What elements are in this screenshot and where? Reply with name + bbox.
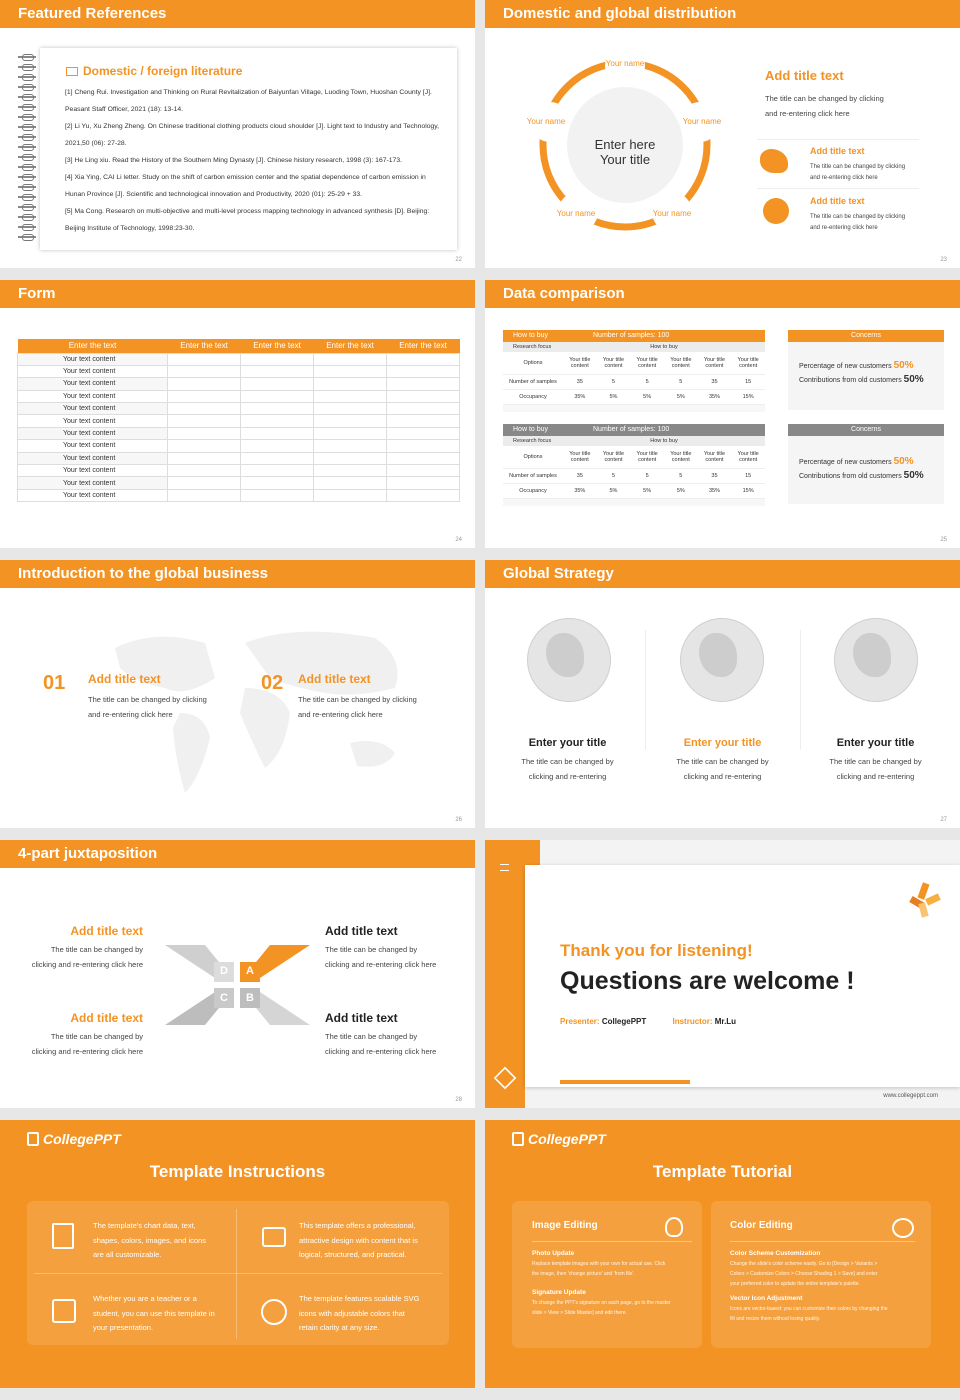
table-row [18,390,460,402]
table-cell[interactable]: Your title content [698,352,732,374]
new-customers-value: 50% [893,360,914,371]
table-cell[interactable]: 35% [563,389,597,404]
table-cell[interactable]: Your text content [18,403,168,415]
table-cell[interactable]: Your title content [731,352,765,374]
table-cell[interactable] [241,452,314,464]
table-cell[interactable] [241,427,314,439]
table-cell[interactable]: Your text content [18,365,168,377]
presenter-label: Presenter: [560,1017,600,1026]
table-cell[interactable]: Your text content [18,378,168,390]
reference-title: Domestic / foreign literature [83,64,243,78]
reference-line: [1] Cheng Rui. Investigation and Thinking on Rural Revitalization of Baiyunfan Village, Luoding Town, Huoshan County [J]. [65,89,432,96]
reference-list [40,84,439,237]
part-desc: The title can be changed by [325,1032,418,1041]
table-row [18,365,460,377]
instruction-text: This template offers a professional, [299,1221,416,1230]
distribution-desc: The title can be changed by clicking [765,94,884,103]
table-cell[interactable] [387,365,460,377]
reference-line: [2] Li Yu, Xu Zheng Zheng. On Chinese traditional clothing products cloud shoulder [J]. Light text to Industry and Technology, [65,123,440,130]
comparison-table-orange [503,330,765,412]
strategy-desc: clicking and re-entering [528,772,607,781]
table-cell[interactable]: 15 [731,374,765,389]
part-desc: The title can be changed by [325,945,418,954]
item-desc: The title can be changed by clicking [298,695,417,704]
part-title: Add title text [325,924,398,938]
concerns-card [788,330,944,410]
table-cell[interactable]: Your text content [18,427,168,439]
table-cell[interactable]: 35 [698,468,732,483]
table-row [18,452,460,464]
table-cell[interactable]: 35% [698,389,732,404]
reference-line: 2021,50 (06): 27-28. [65,140,127,147]
table-cell[interactable] [314,440,387,452]
document-icon [52,1223,74,1249]
table-cell[interactable] [168,477,241,489]
table-cell[interactable] [168,465,241,477]
part-desc: The title can be changed by [50,1032,143,1041]
tutorial-text: Icons are vector-based: you can customize their colors by changing the [730,1306,888,1312]
item-desc: and re-entering click here [298,710,383,719]
table-cell[interactable] [314,378,387,390]
table-cell[interactable] [314,477,387,489]
globe-icon [763,198,789,224]
item-number: 02 [261,672,284,694]
letter-b: B [246,992,254,1004]
globe-image [834,618,918,702]
table-header: Enter the text [18,339,168,353]
table-cell[interactable] [168,365,241,377]
page-number: 26 [455,817,462,823]
concerns-title: Concerns [788,424,944,436]
slide-header: Data comparison [485,280,960,308]
table-cell[interactable] [168,353,241,365]
table-cell[interactable]: 15% [731,389,765,404]
slide-header: Introduction to the global business [0,560,475,588]
collegeppt-logo-icon [512,1132,524,1146]
tutorial-title: Template Tutorial [652,1162,793,1181]
row-label: Occupancy [503,483,563,498]
color-editing-title: Color Editing [730,1220,793,1231]
table-header: How to buy [513,332,549,339]
tutorial-text: fill and resize them without losing quality. [730,1316,821,1322]
table-row [18,427,460,439]
strategy-desc: The title can be changed by [829,757,922,766]
palette-icon [892,1218,914,1238]
item-desc: The title can be changed by clicking [88,695,207,704]
table-cell[interactable] [314,427,387,439]
strategy-desc: clicking and re-entering [683,772,762,781]
table-cell[interactable] [387,353,460,365]
table-cell[interactable]: Your title content [664,352,698,374]
table-row [18,440,460,452]
table-cell[interactable] [241,365,314,377]
image-editing-title: Image Editing [532,1220,598,1231]
slide-global-strategy[interactable] [485,560,960,828]
table-cell[interactable]: Your text content [18,440,168,452]
table-cell[interactable]: 5 [664,468,698,483]
slide-template-instructions[interactable] [0,1120,475,1388]
table-cell[interactable] [314,365,387,377]
instruction-text: retain clarity at any size. [299,1323,380,1332]
part-desc: The title can be changed by [50,945,143,954]
table-cell[interactable]: Your title content [630,446,664,468]
item-desc: and re-entering click here [810,225,878,231]
slide-header: Featured References [0,0,475,28]
distribution-desc: and re-entering click here [765,109,850,118]
item-desc: The title can be changed by clicking [810,214,906,220]
table-cell[interactable] [168,489,241,501]
table-header: Enter the text [168,339,241,353]
slide-header: Global Strategy [485,560,960,588]
page-number: 23 [940,257,947,263]
item-title: Add title text [810,196,865,206]
table-cell[interactable] [314,452,387,464]
reference-line: [3] He Ling xiu. Read the History of the Southern Ming Dynasty [J]. Chinese history research, 1998 (3): 167-173. [65,157,402,164]
basketball-icon [261,1299,287,1325]
column-label: How to buy [650,438,678,444]
table-cell[interactable] [387,452,460,464]
presenter-icon [52,1299,76,1323]
letter-d: D [220,965,228,977]
table-cell[interactable] [168,415,241,427]
table-cell[interactable]: 35% [698,483,732,498]
reference-paper [40,48,457,250]
table-row [18,378,460,390]
table-cell[interactable] [314,415,387,427]
comparison-grid [503,352,765,405]
table-cell[interactable] [168,440,241,452]
node-label: Your name [682,117,722,126]
slide-template-tutorial[interactable] [485,1120,960,1388]
table-cell[interactable]: Your text content [18,465,168,477]
table-cell[interactable] [168,452,241,464]
column-label: How to buy [650,344,678,350]
table-cell[interactable]: Your title content [563,352,597,374]
table-cell[interactable]: Your text content [18,353,168,365]
table-row [18,489,460,501]
table-cell[interactable]: 5% [664,483,698,498]
table-cell[interactable]: 5 [630,468,664,483]
instructor-label: Instructor: [672,1017,713,1026]
table-cell[interactable]: 35 [698,374,732,389]
table-cell[interactable]: 35 [563,468,597,483]
table-cell[interactable]: 15% [731,483,765,498]
website-url[interactable]: www.collegeppt.com [883,1093,938,1099]
slide-four-part[interactable] [0,840,475,1108]
instruction-text: logical, structured, and practical. [299,1250,407,1259]
table-cell[interactable]: 35 [563,374,597,389]
table-header: Number of samples: 100 [593,332,670,339]
item-title: Add title text [810,146,865,156]
item-desc: The title can be changed by clicking [810,164,906,170]
table-cell[interactable]: Your title content [563,446,597,468]
globe-image [527,618,611,702]
part-title: Add title text [325,1011,398,1025]
table-cell[interactable] [387,403,460,415]
table-cell[interactable]: Your text content [18,415,168,427]
lightbulb-icon [665,1217,683,1237]
slide-thank-you[interactable] [485,840,960,1108]
table-cell[interactable]: 5% [597,483,631,498]
table-cell[interactable]: Your title content [597,352,631,374]
questions-text: Questions are welcome ! [560,967,855,995]
menu-icon[interactable] [500,864,509,871]
presenter-name: CollegePPT [601,1017,647,1026]
table-row [18,477,460,489]
table-cell[interactable] [387,440,460,452]
thanks-text: Thank you for listening! [560,941,753,960]
old-customers-value: 50% [903,374,924,385]
table-header: Number of samples: 100 [593,426,670,433]
instruction-text: Whether you are a teacher or a [93,1294,197,1303]
reference-line: Hunan Province [J]. Scientific and technological innovation and Productivity, 2020 (01): 25-29 + 33. [65,191,363,198]
table-cell[interactable] [241,403,314,415]
table-cell[interactable]: Your text content [18,390,168,402]
instruction-text: attractive design with content that is [299,1235,418,1245]
table-cell[interactable] [168,403,241,415]
letter-a: A [246,965,254,977]
tutorial-heading: Vector Icon Adjustment [730,1295,803,1302]
table-cell[interactable]: 5 [664,374,698,389]
box-icon [262,1227,286,1247]
new-customers-label: Percentage of new customers [799,459,892,466]
instruction-text: The template's chart data, text, [93,1221,196,1230]
part-desc: clicking and re-entering click here [325,960,437,969]
comparison-table-gray [503,424,765,506]
reference-line: [4] Xia Ying, CAI Li letter. Study on the shift of carbon emission center and the spatial dependence of carbon emission in [65,174,426,181]
table-cell[interactable] [314,489,387,501]
table-cell[interactable]: 5% [664,389,698,404]
slide-data-comparison[interactable] [485,280,960,548]
part-title: Add title text [70,924,143,938]
concerns-card [788,424,944,504]
reference-line: [5] Ma Cong. Research on multi-objective and multi-level process mapping technology in advanced synthesis [D]. Beijing: [65,208,430,215]
instruction-text: icons with adjustable colors that [299,1308,405,1318]
globe-image [680,618,764,702]
strategy-desc: The title can be changed by [521,757,614,766]
slide-global-business[interactable] [0,560,475,828]
collegeppt-logo-icon [27,1132,39,1146]
tutorial-text: slide > View > Slide Master] and edit there. [532,1310,627,1316]
item-desc: and re-entering click here [88,710,173,719]
table-cell[interactable]: Your title content [597,446,631,468]
new-customers-label: Percentage of new customers [799,363,892,370]
item-title: Add title text [88,672,161,686]
table-cell[interactable] [241,353,314,365]
table-cell[interactable]: 5 [597,468,631,483]
slide-header: Form [0,280,475,308]
reference-line: Peasant Staff Officer, 2021 (18): 13-14. [65,106,184,113]
row-label: Options [503,446,563,468]
book-icon [66,67,78,76]
slide-distribution[interactable] [485,0,960,268]
table-cell[interactable] [314,353,387,365]
table-cell[interactable]: 35% [563,483,597,498]
old-customers-value: 50% [903,470,924,481]
slide-header: Domestic and global distribution [485,0,960,28]
tutorial-text: the image, then 'change picture' and 'from file'. [532,1271,635,1277]
node-label: Your name [652,209,692,218]
reference-line: Beijing Institute of Technology, 1998:23-30. [65,225,195,232]
tutorial-heading: Signature Update [532,1289,586,1296]
table-cell[interactable]: Your text content [18,477,168,489]
table-header: How to buy [513,426,549,433]
page-number: 27 [940,817,947,823]
table-cell[interactable] [387,378,460,390]
tutorial-heading: Photo Update [532,1250,575,1257]
table-header: Enter the text [387,339,460,353]
table-cell[interactable]: Your title content [664,446,698,468]
table-cell[interactable]: 5 [630,374,664,389]
part-desc: clicking and re-entering click here [325,1047,437,1056]
table-cell[interactable] [387,465,460,477]
strategy-title: Enter your title [528,737,607,749]
table-cell[interactable] [241,440,314,452]
instruction-text: shapes, colors, images, and icons [93,1235,206,1245]
old-customers-label: Contributions from old customers [799,377,902,384]
logo-icon [906,883,940,917]
slide-form[interactable] [0,280,475,548]
center-title-line2: Your title [599,152,651,167]
item-title: Add title text [298,672,371,686]
row-label: Research focus [513,438,552,444]
table-header: Enter the text [241,339,314,353]
tutorial-text: Colors > Customize Colors > Choose Shading 1 > Save] and enter [730,1271,878,1277]
table-cell[interactable] [314,390,387,402]
center-title-line1: Enter here [594,137,656,152]
table-cell[interactable]: Your title content [731,446,765,468]
table-cell[interactable]: 5% [597,389,631,404]
table-cell[interactable] [314,465,387,477]
table-cell[interactable]: 15 [731,468,765,483]
page-number: 25 [940,537,947,543]
tutorial-text: Replace template images with your own for actual use. Click [532,1261,666,1267]
table-cell[interactable] [241,489,314,501]
item-desc: and re-entering click here [810,175,878,181]
node-label: Your name [605,59,645,68]
table-cell[interactable]: Your title content [698,446,732,468]
table-cell[interactable] [168,378,241,390]
tutorial-text: To change the PPT's signature on each page, go to the master [532,1300,671,1306]
instructor-name: Mr.Lu [714,1017,737,1026]
instruction-text: student, you can use this template in [93,1308,215,1318]
table-row [18,465,460,477]
part-desc: clicking and re-entering click here [31,1047,143,1056]
row-label: Options [503,352,563,374]
distribution-title: Add title text [765,68,844,83]
instruction-text: your presentation. [93,1323,154,1332]
page-number: 22 [455,257,462,263]
logo-text: CollegePPT [43,1131,121,1147]
row-label: Number of samples [503,374,563,389]
table-header: Enter the text [314,339,387,353]
letter-c: C [220,992,228,1004]
strategy-title: Enter your title [683,737,762,749]
table-cell[interactable]: 5% [630,483,664,498]
table-cell[interactable]: Your text content [18,452,168,464]
four-part-arrows [160,940,315,1030]
table-cell[interactable]: Your text content [18,489,168,501]
table-cell[interactable] [387,477,460,489]
table-cell[interactable] [168,390,241,402]
table-cell[interactable]: 5% [630,389,664,404]
page-number: 28 [455,1097,462,1103]
part-desc: clicking and re-entering click here [31,960,143,969]
new-customers-value: 50% [893,456,914,467]
table-cell[interactable] [241,415,314,427]
page-number: 24 [455,537,462,543]
row-label: Research focus [513,344,552,350]
table-cell[interactable] [387,489,460,501]
node-label: Your name [526,117,566,126]
table-cell[interactable] [168,427,241,439]
strategy-title: Enter your title [836,737,915,749]
table-cell[interactable] [387,427,460,439]
row-label: Number of samples [503,468,563,483]
part-title: Add title text [70,1011,143,1025]
table-cell[interactable] [241,465,314,477]
slide-featured-references[interactable] [0,0,475,268]
table-cell[interactable] [314,403,387,415]
tutorial-text: your preferred color to update the entire template's palette. [730,1281,860,1287]
tutorial-text: Change the slide's color scheme easily. Go to [Design > Variants > [730,1261,878,1267]
table-cell[interactable] [387,415,460,427]
strategy-desc: The title can be changed by [676,757,769,766]
form-table [17,339,460,502]
table-cell[interactable]: 5 [597,374,631,389]
row-label: Occupancy [503,389,563,404]
table-row [18,353,460,365]
instruction-text: The template features scalable SVG [299,1294,420,1303]
table-cell[interactable] [387,390,460,402]
instructions-title: Template Instructions [149,1162,326,1181]
old-customers-label: Contributions from old customers [799,473,902,480]
table-cell[interactable]: Your title content [630,352,664,374]
strategy-desc: clicking and re-entering [836,772,915,781]
instruction-text: are all customizable. [93,1250,162,1259]
table-cell[interactable] [241,477,314,489]
item-number: 01 [43,672,66,694]
node-label: Your name [556,209,596,218]
table-row [18,415,460,427]
tutorial-heading: Color Scheme Customization [730,1250,821,1257]
content-card [525,865,960,1087]
concerns-title: Concerns [788,330,944,342]
slide-header: 4-part juxtaposition [0,840,475,868]
comparison-grid [503,446,765,499]
table-row [18,403,460,415]
table-cell[interactable] [241,378,314,390]
table-cell[interactable] [241,390,314,402]
logo-text: CollegePPT [528,1131,606,1147]
china-map-icon [760,149,788,173]
